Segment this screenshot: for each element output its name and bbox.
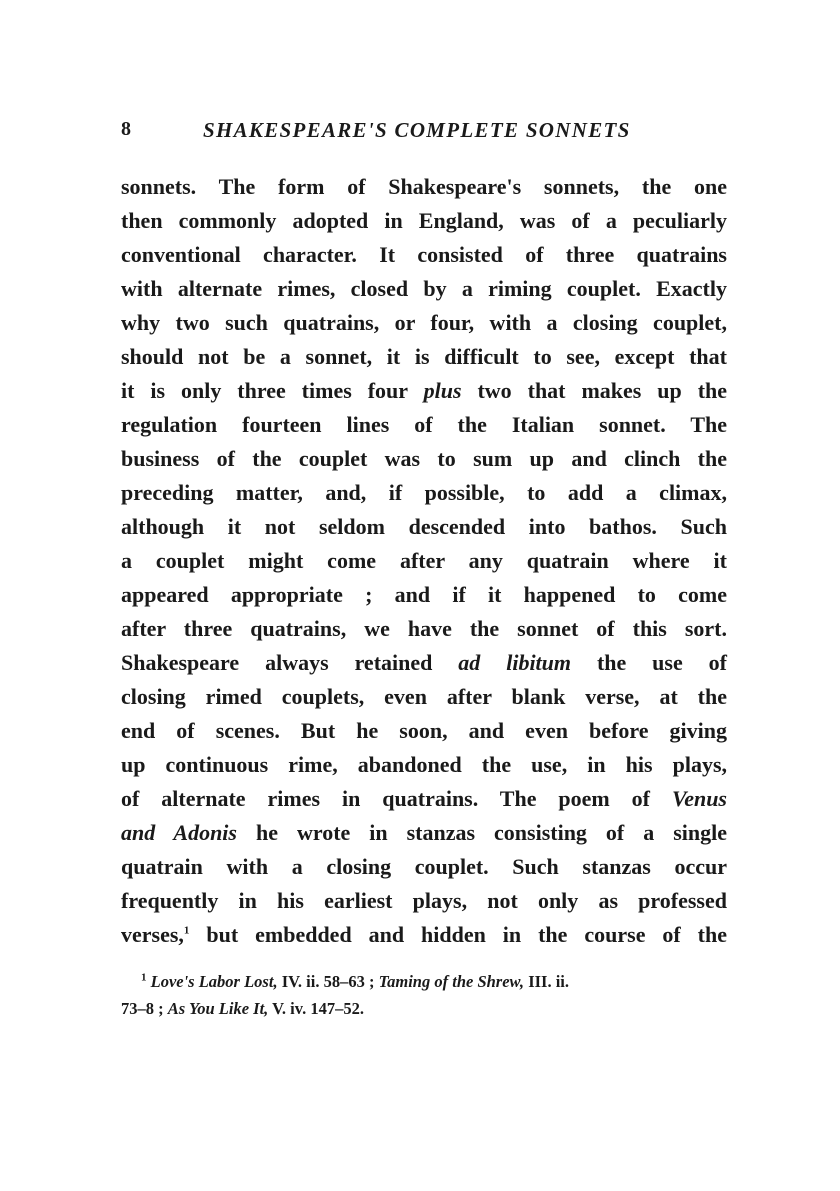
footnote-title: Taming of the Shrew, <box>378 972 525 991</box>
text-line: with alternate rimes, closed by a riming couplet. Exactly <box>121 276 727 301</box>
text-span: the use of <box>596 650 727 675</box>
footnote-marker: 1 <box>183 924 190 937</box>
text-line: after three quatrains, we have the sonnet of this sort. <box>121 616 727 641</box>
text-line <box>121 646 727 680</box>
text-span: two that makes up the <box>477 378 728 403</box>
footnote-location: 73–8 ; <box>121 999 164 1018</box>
text-line <box>121 374 727 408</box>
text-line: business of the couplet was to sum up and clinch the <box>121 446 727 471</box>
text-line: frequently in his earliest plays, not only as professed <box>121 888 727 913</box>
text-line: then commonly adopted in England, was of a peculiarly <box>121 208 727 233</box>
text-span: it is only three times four <box>121 378 408 403</box>
text-line: closing rimed couplets, even after blank verse, at the <box>121 684 727 709</box>
text-line: why two such quatrains, or four, with a closing couplet, <box>121 310 727 335</box>
text-span: Shakespeare always retained <box>121 650 433 675</box>
text-line: end of scenes. But he soon, and even before giving <box>121 718 727 743</box>
page-title: SHAKESPEARE'S COMPLETE SONNETS <box>203 118 631 142</box>
footnote-number: 1 <box>141 971 147 984</box>
footnote <box>121 968 727 1022</box>
page-number: 8 <box>121 118 133 140</box>
italic-text: and Adonis <box>121 820 237 845</box>
text-line: sonnets. The form of Shakespeare's sonnets, the one <box>121 174 727 199</box>
text-line: regulation fourteen lines of the Italian sonnet. The <box>121 412 727 437</box>
italic-text: plus <box>423 378 462 403</box>
footnote-title: Love's Labor Lost, <box>150 972 278 991</box>
footnote-location: V. iv. 147–52. <box>272 999 364 1018</box>
text-line <box>121 918 727 952</box>
text-line <box>121 816 727 850</box>
footnote-line <box>121 968 727 995</box>
text-span: he wrote in stanzas consisting of a single <box>255 820 727 845</box>
italic-text: Venus <box>671 786 727 811</box>
running-head <box>121 118 727 148</box>
text-line: appeared appropriate ; and if it happened to come <box>121 582 727 607</box>
text-span: of alternate rimes in quatrains. The poem of <box>121 786 650 811</box>
footnote-line <box>121 995 727 1022</box>
text-line: although it not seldom descended into bathos. Such <box>121 514 727 539</box>
footnote-location: III. ii. <box>528 972 569 991</box>
body-text <box>121 170 727 952</box>
text-line <box>121 782 727 816</box>
text-line: conventional character. It consisted of three quatrains <box>121 242 727 267</box>
text-line: should not be a sonnet, it is difficult to see, except that <box>121 344 727 369</box>
text-line: up continuous rime, abandoned the use, in his plays, <box>121 752 727 777</box>
text-span: but embedded and hidden in the course of the <box>206 922 727 947</box>
italic-text: ad libitum <box>458 650 572 675</box>
text-line: preceding matter, and, if possible, to add a climax, <box>121 480 727 505</box>
text-span: verses, <box>121 922 184 947</box>
footnote-location: IV. ii. 58–63 ; <box>281 972 375 991</box>
text-line: a couplet might come after any quatrain where it <box>121 548 727 573</box>
text-line: quatrain with a closing couplet. Such stanzas occur <box>121 854 727 879</box>
footnote-title: As You Like It, <box>167 999 269 1018</box>
